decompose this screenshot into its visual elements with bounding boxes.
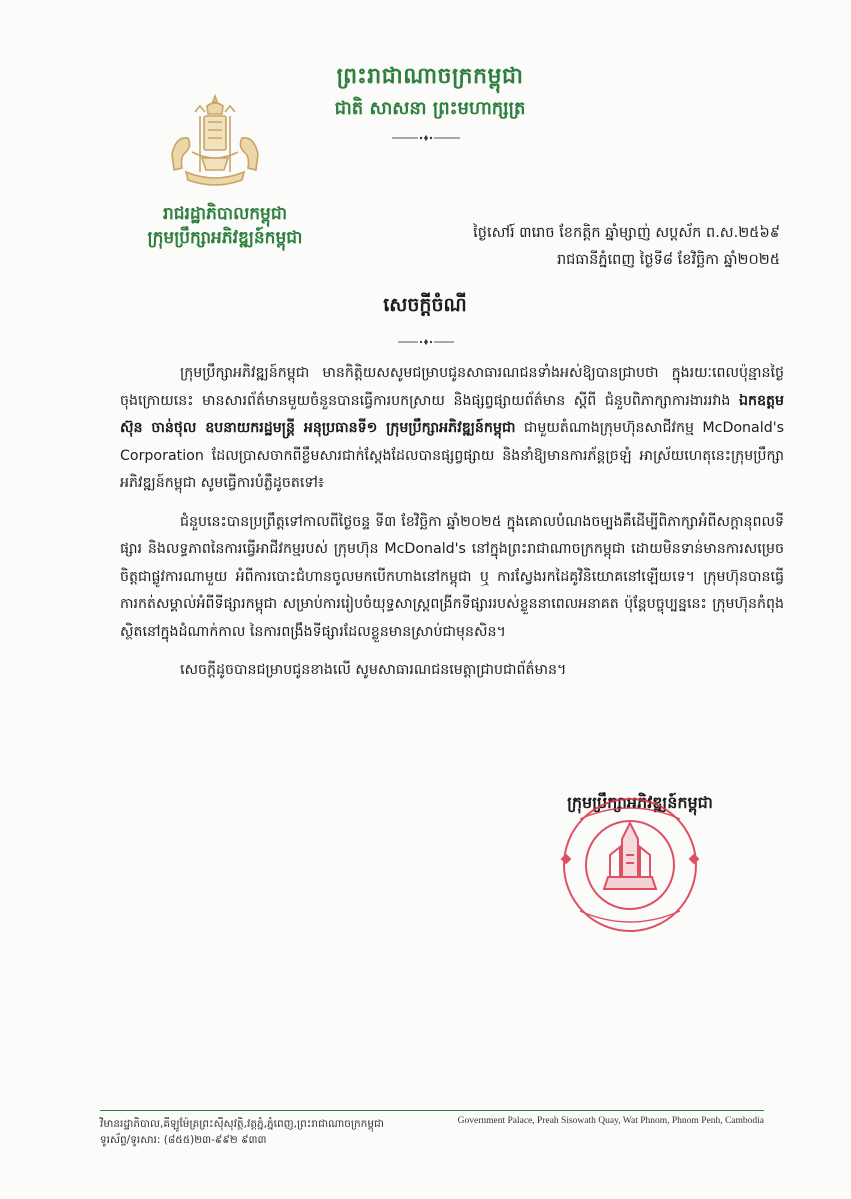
signatory-organization: ក្រុមប្រឹក្សាអភិវឌ្ឍន៍កម្ពុជា — [567, 793, 713, 812]
footer-contact — [100, 1116, 430, 1148]
paragraph-1-intro: ក្រុមប្រឹក្សាអភិវឌ្ឍន៍កម្ពុជា មានកិត្តិយសសូមជម្រាបជូនសាធារណជនទាំងអស់ឱ្យបានជ្រាបថា ក្នុងរយៈពេលប៉ុន្មានថ្ងៃចុងក្រោយនេះ មានសារព័ត៌មានមួយចំនួនបានធ្វើការបកស្រាយ និងផ្សព្វផ្សាយព័ត៌មាន ស្តីពី ជំនួបពិភាក្សាការងាររវាង — [120, 365, 784, 409]
kingdom-heading: ព្រះរាជាណាចក្រកម្ពុជា — [336, 64, 524, 89]
paragraph-2: ជំនួបនេះបានប្រព្រឹត្តទៅកាលពីថ្ងៃចន្ទ ទី៣ ខែវិច្ឆិកា ឆ្នាំ២០២៥ ក្នុងគោលបំណងចម្បងគឺដើម្បីពិភាក្សាអំពីសក្តានុពលទីផ្សារ និងលទ្ធភាពនៃការធ្វើអាជីវកម្មរបស់ ក្រុមហ៊ុន McDonald's នៅក្នុងព្រះរាជាណាចក្រកម្ពុជា ដោយមិនទាន់មានការសម្រេចចិត្តជាផ្លូវការណាមួយ អំពីការបោះជំហានចូលមកបើកហាងនៅកម្ពុជា ឬ ការស្វែងរកដៃគូវិនិយោគនៅឡើយទេ។ ក្រុមហ៊ុនបានធ្វើការកត់សម្គាល់អំពីទីផ្សារកម្ពុជា សម្រាប់ការរៀបចំយុទ្ធសាស្ត្រពង្រីកទីផ្សាររបស់ខ្លួននាពេលអនាគត ប៉ុន្តែបច្ចុប្បន្ននេះ ក្រុមហ៊ុនកំពុងស្ថិតនៅក្នុងដំណាក់កាល នៃការពង្រឹងទីផ្សារដែលខ្លួនមានស្រាប់ជាមុនសិន។ — [120, 513, 784, 640]
statement-body — [120, 360, 784, 696]
ornament-divider-icon — [398, 337, 454, 347]
footer-phone: ទូរស័ព្ទ/ទូរសារ: (៨៥៥)២៣-៩៩២ ៩៣៣ — [100, 1134, 267, 1146]
issuing-authority — [120, 202, 330, 250]
solar-date: រាជធានីភ្នំពេញ ថ្ងៃទី៨ ខែវិច្ឆិកា ឆ្នាំ២០២៥ — [556, 252, 780, 268]
paragraph-1-rest: ជាមួយតំណាងក្រុមហ៊ុនសាជីវកម្ម McDonald's Corporation ដែលប្រាសចាកពីខ្លឹមសារជាក់ស្តែងដែលបានផ្សព្វផ្សាយ និងនាំឱ្យមានការភ័ន្តច្រឡំ អាស្រ័យហេតុនេះក្រុមប្រឹក្សាអភិវឌ្ឍន៍កម្ពុជា សូមធ្វើការបំភ្លឺដូចតទៅ៖ — [120, 420, 784, 491]
document-title: សេចក្តីចំណី — [383, 294, 467, 316]
council-name: ក្រុមប្រឹក្សាអភិវឌ្ឍន៍កម្ពុជា — [147, 228, 303, 248]
paragraph-1-official: ឯកឧត្តម ស៊ុន ចាន់ថុល ឧបនាយករដ្ឋមន្ត្រី អនុប្រធានទី១ ក្រុមប្រឹក្សាអភិវឌ្ឍន៍កម្ពុជា — [120, 392, 784, 436]
national-motto: ជាតិ សាសនា ព្រះមហាក្សត្រ — [334, 98, 526, 119]
footer-address-en: Government Palace, Preah Sisowath Quay, Wat Phnom, Phnom Penh, Cambodia — [457, 1116, 764, 1126]
ornament-divider-icon — [392, 133, 460, 143]
lunar-date: ថ្ងៃសៅរ៍ ៣រោច ខែកត្តិក ឆ្នាំម្សាញ់ សប្តស័ក ព.ស.២៥៦៩ — [473, 225, 780, 241]
official-seal-icon — [520, 793, 720, 933]
paragraph-1 — [120, 360, 784, 498]
footer-divider — [100, 1110, 764, 1111]
footer-address-km: វិមានរដ្ឋាភិបាល,គីឡូម៉ែត្រព្រះស៊ីសុវត្ថិ,វត្តភ្នំ,ភ្នំពេញ,ព្រះរាជាណាចក្រកម្ពុជា — [100, 1118, 385, 1130]
royal-emblem-icon — [162, 92, 268, 192]
paragraph-3: សេចក្តីដូចបានជម្រាបជូនខាងលើ សូមសាធារណជនមេត្តាជ្រាបជាព័ត៌មាន។ — [180, 662, 567, 678]
government-name: រាជរដ្ឋាភិបាលកម្ពុជា — [162, 204, 288, 224]
